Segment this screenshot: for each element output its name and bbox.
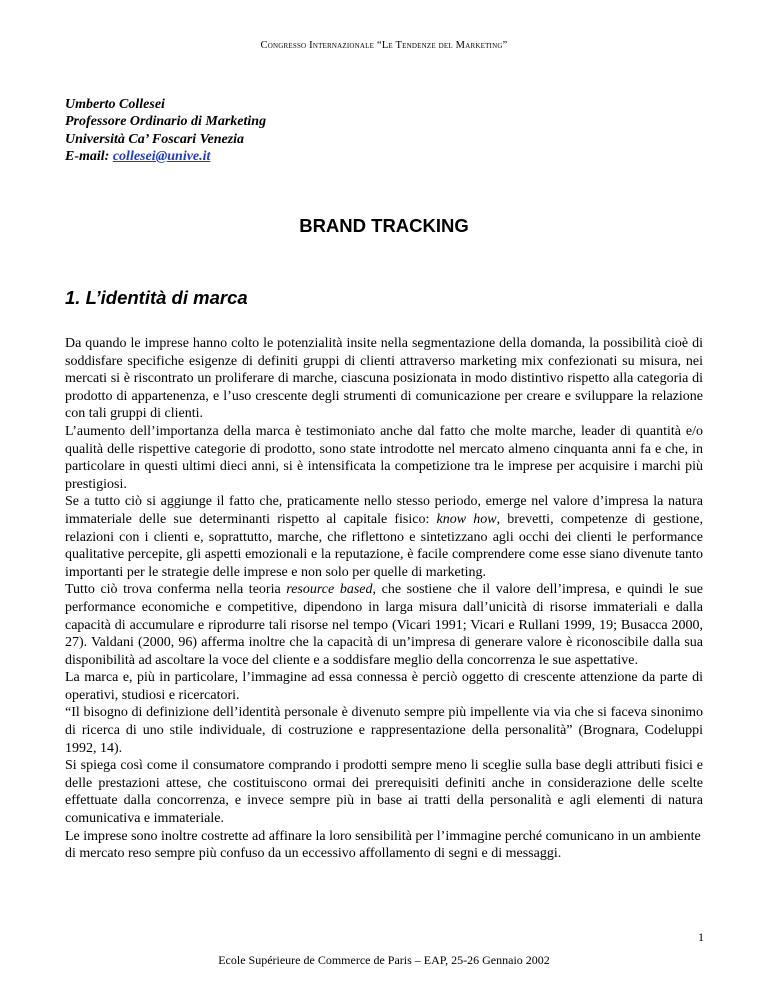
author-name: Umberto Collesei (65, 97, 165, 112)
page-footer: Ecole Supérieure de Commerce de Paris – EAP, 25-26 Gennaio 2002 (218, 953, 550, 967)
paragraph: La marca e, più in particolare, l’immagine ad essa connessa è perciò oggetto di crescente attenzione da parte di operativi, studiosi e ricercatori. (65, 670, 703, 703)
document-title: BRAND TRACKING (299, 215, 469, 236)
section-heading: 1. L’identità di marca (65, 287, 248, 308)
author-affiliation: Università Ca’ Foscari Venezia (65, 131, 245, 147)
email-link[interactable]: collesei@unive.it (112, 148, 211, 164)
author-block (65, 96, 266, 165)
paragraph: Da quando le imprese hanno colto le potenzialità insite nella segmentazione della domanda, la possibilità cioè di soddisfare specifiche esigenze di definiti gruppi di clienti attraverso marketing mix confezionati su misura, nei mercati si è riscontrato un proliferare di marche, ciascuna posizionata in modo distintivo rispetto alla categoria di prodotto di appartenenza, e l’uso crescente degli strumenti di comunicazione per creare e sviluppare la relazione con tali gruppi di clienti. (65, 336, 703, 422)
body-text (65, 335, 703, 863)
paragraph: Tutto ciò trova conferma nella teoria resource based, che sostiene che il valore dell’impresa, e quindi le sue performance economiche e competitive, dipendono in larga misura dall’unicità di risorse immateriali e dalla capacità di accumulare e riprodurre tali risorse nel tempo (Vicari 1991; Vicari e Rullani 1999, 19; Busacca 2000, 27). Valdani (2000, 96) afferma inoltre che la capacità di un’impresa di generare valore è riconoscibile dalla sua disponibilità ad ascoltare la voce del cliente e a soddisfare meglio della concorrenza le sue aspettative. (65, 582, 704, 668)
paragraph: L’aumento dell’importanza della marca è testimoniato anche dal fatto che molte marche, leader di quantità e/o qualità delle rispettive categorie di prodotto, sono state introdotte nel mercato almeno cinquanta anni fa e che, in particolare in questi ultimi dieci anni, si è intensificata la competizione tra le imprese per acquisire i marchi più prestigiosi. (65, 423, 703, 492)
italic-term: know how (436, 511, 497, 527)
paragraph: Le imprese sono inoltre costrette ad affinare la loro sensibilità per l’immagine perché comunicano in un ambiente di mercato reso sempre più confuso da un eccessivo affollamento di segni e di messaggi. (65, 828, 701, 862)
paragraph: Si spiega così come il consumatore comprando i prodotti sempre meno li sceglie sulla base degli attributi fisici e delle prestazioni attese, che costituiscono ormai dei prerequisiti definiti anche in considerazione delle scelte effettuate dalla concorrenza, e invece sempre più in base ai tratti della personalità e agli elementi di natura comunicativa e immateriale. (65, 758, 703, 827)
running-header (0, 40, 768, 51)
author-email-line (65, 148, 266, 165)
author-role: Professore Ordinario di Marketing (65, 114, 267, 130)
paragraph: “Il bisogno di definizione dell’identità personale è divenuto sempre più impellente via via che si faceva sinonimo di ricerca di uno stile individuale, di costruzione e rappresentazione della personalità” (Brognara, Codeluppi 1992, 14). (65, 705, 703, 756)
page-number: 1 (698, 930, 704, 944)
email-label: E-mail: (65, 148, 113, 164)
paragraph: Se a tutto ciò si aggiunge il fatto che, praticamente nello stesso periodo, emerge nel valore d’impresa la natura immateriale delle sue determinanti rispetto al capitale fisico: know how, brevetti, competenze di gestione, relazioni con i clienti e, soprattutto, marche, che riflettono e sintetizzano agli occhi dei clienti le performance qualitative percepite, gli aspetti emozionali e la reputazione, è facile comprendere come esse siano divenute tanto importanti per le strategie delle imprese e non solo per quelle di marketing. (65, 494, 704, 580)
italic-term: resource based (286, 582, 373, 598)
running-header-text: Congresso Internazionale “Le Tendenze del Marketing” (260, 40, 508, 51)
